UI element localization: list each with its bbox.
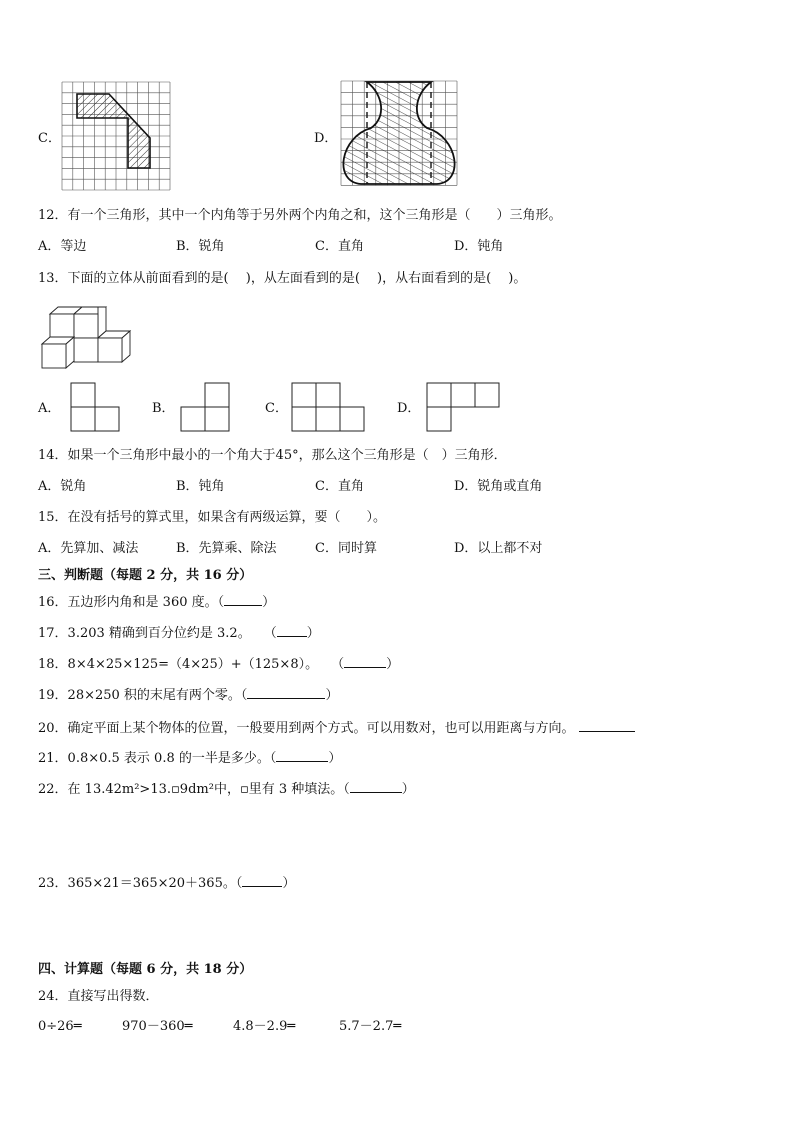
- answer-blank[interactable]: [224, 593, 262, 606]
- answer-blank[interactable]: [242, 874, 282, 887]
- q13-option-b: B．: [152, 401, 175, 416]
- judge-text: 16．五边形内角和是 360 度。（: [38, 595, 225, 610]
- judge-close: ）: [306, 626, 320, 641]
- answer-blank[interactable]: [277, 624, 307, 637]
- judge-text: 21．0.8×0.5 表示 0.8 的一半是多少。（: [38, 751, 277, 766]
- judge-item-16: [38, 593, 275, 611]
- option-c-label: C．: [38, 131, 61, 146]
- judge-text: 18．8×4×25×125=（4×25）+（125×8）。 （: [38, 657, 345, 672]
- answer-blank[interactable]: [276, 749, 328, 762]
- q12-option-b: B．锐角: [176, 239, 225, 254]
- q12-option-c: C．直角: [315, 239, 364, 254]
- judge-item-18: [38, 655, 399, 673]
- q12-option-a: A．等边: [38, 239, 87, 254]
- calc-item: 970－360═: [122, 1019, 193, 1034]
- judge-close: ）: [325, 688, 339, 703]
- calc-item: 4.8－2.9═: [233, 1019, 296, 1034]
- calc-item: 0÷26═: [38, 1019, 82, 1034]
- judge-item-22: [38, 780, 415, 798]
- judge-text: 22．在 13.42m²>13.▫9dm²中，▫里有 3 种填法。（: [38, 782, 350, 797]
- judge-item-21: [38, 749, 341, 767]
- judge-text: 19．28×250 积的末尾有两个零。（: [38, 688, 248, 703]
- judge-close: ）: [328, 751, 342, 766]
- judge-item-17: [38, 624, 320, 642]
- q24-stem: 24．直接写出得数．: [38, 989, 159, 1004]
- shaded-polygon-c: [77, 94, 150, 168]
- answer-blank[interactable]: [344, 655, 386, 668]
- view-a-figure: [70, 382, 122, 434]
- judge-item-23: [38, 874, 295, 892]
- view-d-figure: [426, 382, 502, 434]
- q13-stem: 13．下面的立体从前面看到的是( )，从左面看到的是( )，从右面看到的是( )。: [38, 271, 527, 286]
- judge-text: 23．365×21＝365×20＋365。（: [38, 876, 243, 891]
- q14-option-d: D．锐角或直角: [454, 479, 543, 494]
- q15-option-c: C．同时算: [315, 541, 377, 556]
- judge-text: 17．3.203 精确到百分位约是 3.2。 （: [38, 626, 277, 641]
- q15-option-a: A．先算加、减法: [38, 541, 139, 556]
- judge-item-20: [38, 719, 635, 737]
- judge-close: ）: [282, 876, 296, 891]
- view-c-figure: [291, 382, 367, 434]
- answer-blank[interactable]: [579, 719, 635, 732]
- answer-blank[interactable]: [247, 686, 325, 699]
- answer-blank[interactable]: [350, 780, 402, 793]
- grid-figure-d: [340, 80, 458, 194]
- judge-close: ）: [386, 657, 400, 672]
- section-heading-calc: 四、计算题（每题 6 分，共 18 分）: [38, 962, 253, 977]
- q15-option-b: B．先算乘、除法: [176, 541, 277, 556]
- q14-option-c: C．直角: [315, 479, 364, 494]
- q13-option-c: C．: [265, 401, 288, 416]
- q13-option-a: A．: [38, 401, 61, 416]
- option-d-label: D．: [314, 131, 338, 146]
- q14-stem: 14．如果一个三角形中最小的一个角大于45°，那么这个三角形是（ ）三角形．: [38, 448, 507, 463]
- judge-close: ）: [401, 782, 415, 797]
- q12-option-d: D．钝角: [454, 239, 504, 254]
- q14-option-b: B．钝角: [176, 479, 225, 494]
- calc-item: 5.7－2.7═: [339, 1019, 402, 1034]
- view-b-figure: [180, 382, 232, 434]
- grid-figure-c: [61, 81, 171, 193]
- q15-option-d: D．以上都不对: [454, 541, 543, 556]
- judge-close: ）: [262, 595, 276, 610]
- q12-stem: 12．有一个三角形，其中一个内角等于另外两个内角之和，这个三角形是（ ）三角形。: [38, 208, 562, 223]
- q14-option-a: A．锐角: [38, 479, 87, 494]
- cube-stack-figure: [40, 300, 136, 372]
- judge-item-19: [38, 686, 338, 704]
- vase-shape: [343, 82, 454, 184]
- section-heading-judge: 三、判断题（每题 2 分，共 16 分）: [38, 568, 253, 583]
- judge-text: 20．确定平面上某个物体的位置，一般要用到两个方式。可以用数对，也可以用距离与方向。: [38, 721, 575, 736]
- q13-option-d: D．: [397, 401, 421, 416]
- q15-stem: 15．在没有括号的算式里，如果含有两级运算，要（ ）。: [38, 510, 387, 525]
